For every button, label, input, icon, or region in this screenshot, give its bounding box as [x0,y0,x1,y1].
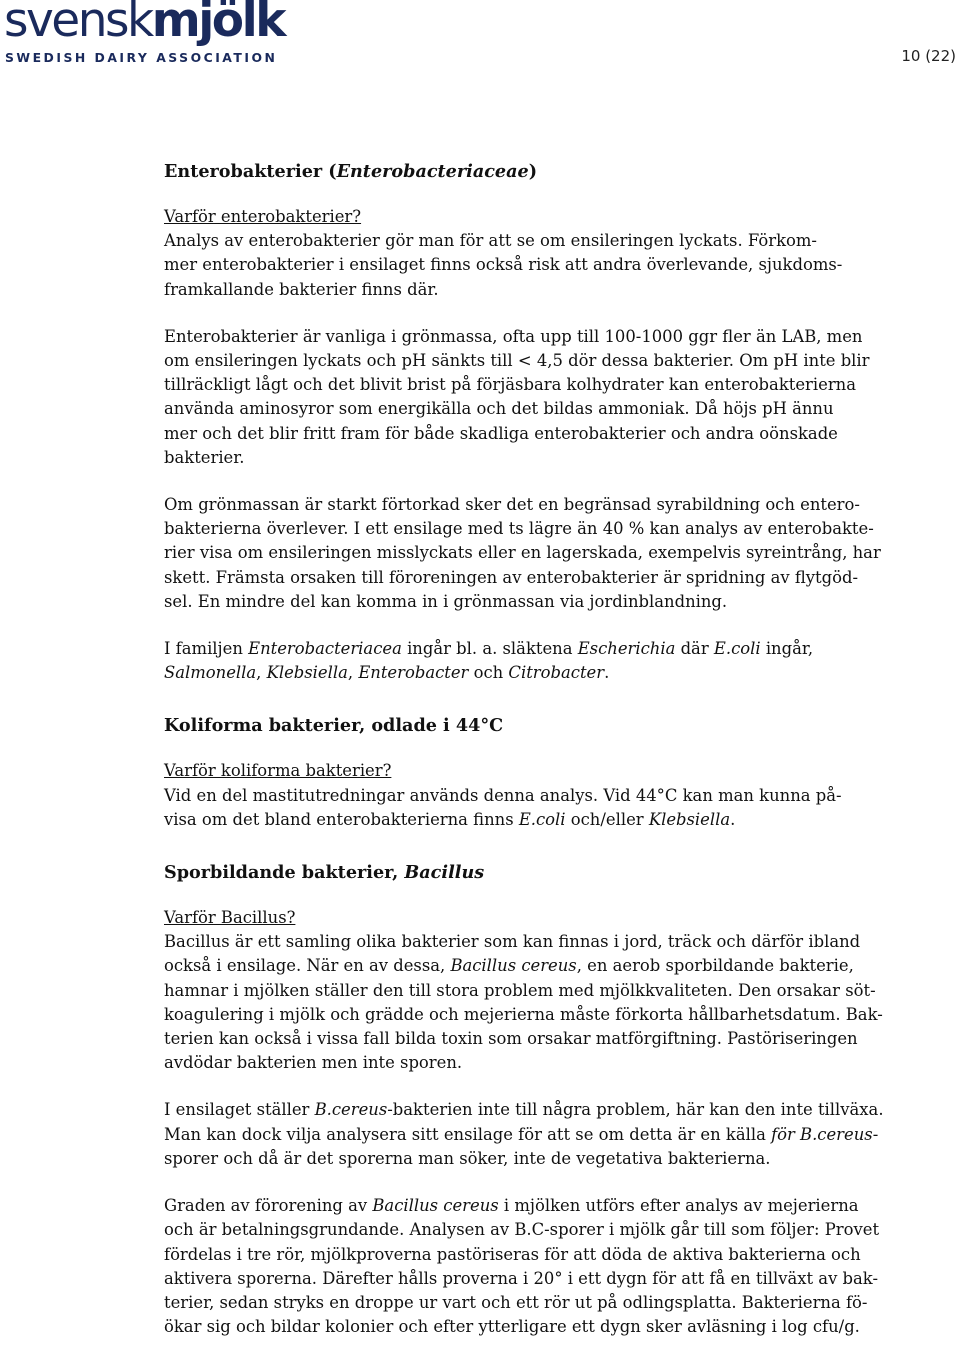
paragraph-bacillus-intro [164,906,932,1075]
text-line: ökar sig och bildar kolonier och efter ytterligare ett dygn sker avläsning i log cfu/g. [164,1317,860,1337]
text-line: skett. Främsta orsaken till föroreningen av enterobakterier är spridning av flytgöd- [164,567,858,587]
text-line: terier, sedan stryks en droppe ur vart och ett rör ut på odlingsplatta. Bakterierna fö- [164,1292,868,1312]
text-line: också i ensilage. När en av dessa, Bacillus cereus, en aerob sporbildande bakterie, [164,956,854,976]
text-line: fördelas i tre rör, mjölkproverna pastöriseras för att döda de aktiva bakterierna och [164,1244,861,1264]
text-line: bakterierna överlever. I ett ensilage med ts lägre än 40 % kan analys av enterobakte- [164,519,874,539]
text-line: Enterobakterier är vanliga i grönmassa, ofta upp till 100-1000 ggr fler än LAB, men [164,326,863,346]
text-line: sporer och då är det sporerna man söker, inte de vegetativa bakterierna. [164,1148,771,1168]
text-line: rier visa om ensileringen misslyckats eller en lagerskada, exempelvis syreintrång, har [164,543,881,563]
paragraph-bacillus-ensilage [164,1098,932,1171]
subheading-why-koliforma: Varför koliforma bakterier? [164,761,392,781]
paragraph-enterobakterier-förtorkad [164,493,932,614]
paragraph-enterobakterier-intro [164,205,932,302]
text-line: bakterier. [164,447,245,467]
section-heading-enterobakterier: Enterobakterier (Enterobacteriaceae) [164,161,538,182]
subheading-why-enterobakterier: Varför enterobakterier? [164,207,362,226]
text-line: koagulering i mjölk och grädde och mejerierna måste förkorta hållbarhetsdatum. Bak- [164,1004,883,1024]
text-line: aktivera sporerna. Därefter hålls proverna i 20° i ett dygn för att få en tillväxt av bak- [164,1268,878,1288]
text-line: framkallande bakterier finns där. [164,279,439,299]
logo-part-1: svensk [4,0,152,48]
text-line: sel. En mindre del kan komma in i grönmassan via jordinblandning. [164,591,728,611]
section-heading-sporbildande: Sporbildande bakterier, Bacillus [164,862,485,884]
text-line: Bacillus är ett samling olika bakterier som kan finnas i jord, träck och därför ibland [164,932,861,952]
text-line: Vid en del mastitutredningar används denna analys. Vid 44°C kan man kunna på- [164,785,842,805]
text-line: Analys av enterobakterier gör man för att se om ensileringen lyckats. Förkom- [164,231,817,251]
paragraph-enterobakterier-familj [164,637,932,685]
text-line: Salmonella, Klebsiella, Enterobacter och Citrobacter. [164,663,610,683]
text-line: hamnar i mjölken ställer den till stora problem med mjölkkvaliteten. Den orsakar söt- [164,980,876,1000]
paragraph-enterobakterier-grönmassa [164,325,932,470]
text-line: Man kan dock vilja analysera sitt ensilage för att se om detta är en källa för B.cereus- [164,1124,879,1144]
logo-wordmark [4,0,284,46]
text-line: terien kan också i vissa fall bilda toxin som orsakar matförgiftning. Pastöriseringen [164,1029,858,1049]
paragraph-bacillus-förorening [164,1194,932,1339]
text-line: avdödar bakterien men inte sporen. [164,1053,463,1073]
subheading-why-bacillus: Varför Bacillus? [164,908,296,928]
text-line: mer och det blir fritt fram för både skadliga enterobakterier och andra oönskade [164,423,838,443]
text-line: och är betalningsgrundande. Analysen av B.C-sporer i mjölk går till som följer: Provet [164,1220,880,1240]
text-line: I familjen Enterobacteriacea ingår bl. a. släktena Escherichia där E.coli ingår, [164,639,814,659]
text-line: använda aminosyror som energikälla och det bildas ammoniak. Då höjs pH ännu [164,399,834,419]
text-line: mer enterobakterier i ensilaget finns också risk att andra överlevande, sjukdoms- [164,255,843,275]
document-body [164,160,932,1362]
text-line: visa om det bland enterobakterierna finns E.coli och/eller Klebsiella. [164,809,736,829]
text-line: Graden av förorening av Bacillus cereus i mjölken utförs efter analys av mejerierna [164,1196,859,1216]
text-line: I ensilaget ställer B.cereus-bakterien inte till några problem, här kan den inte tillväxa. [164,1100,884,1120]
section-heading-koliforma: Koliforma bakterier, odlade i 44°C [164,715,504,737]
text-line: Om grönmassan är starkt förtorkad sker det en begränsad syrabildning och entero- [164,495,860,515]
page-number: 10 (22) [901,47,956,65]
paragraph-koliforma [164,759,932,832]
logo-part-2: mjölk [151,0,284,48]
svensk-mjolk-logo [4,0,284,68]
text-line: om ensileringen lyckats och pH sänkts till < 4,5 dör dessa bakterier. Om pH inte blir [164,351,870,371]
logo-subtitle: SWEDISH DAIRY ASSOCIATION [5,50,278,65]
text-line: tillräckligt lågt och det blivit brist på förjäsbara kolhydrater kan enterobakterierna [164,375,856,395]
